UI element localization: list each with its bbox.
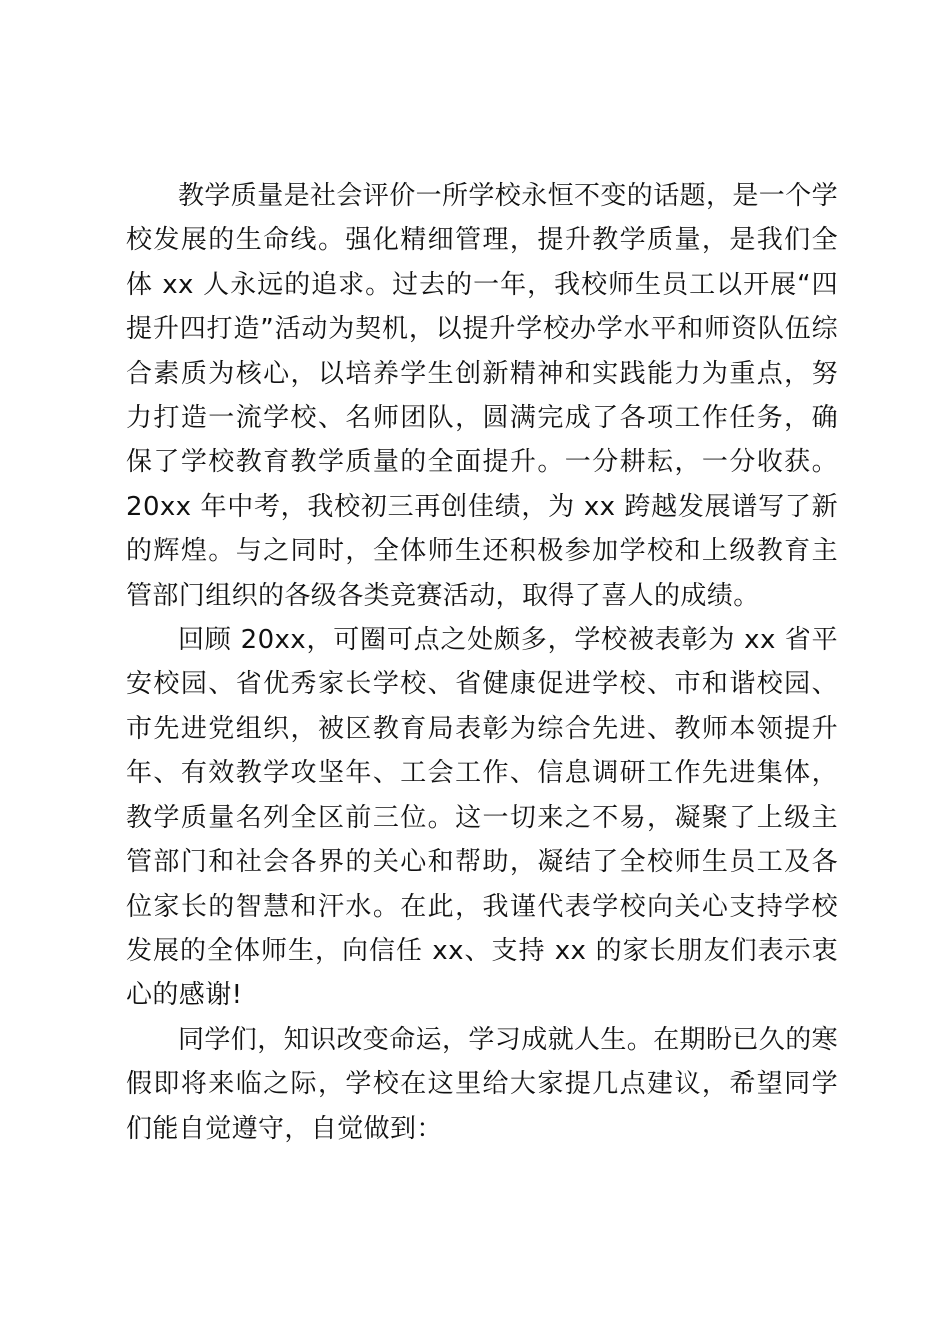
paragraph-2: 回顾 20xx，可圈可点之处颇多，学校被表彰为 xx 省平安校园、省优秀家长学校、省健康促进学校、市和谐校园、市先进党组织，被区教育局表彰为综合先进、教师本领提升年、有效教学攻坚年、工会工作、信息调研工作先进集体，教学质量名列全区前三位。这一切来之不易，凝聚了上级主管部门和社会各界的关心和帮助，凝结了全校师生员工及各位家长的智慧和汗水。在此，我谨代表学校向关心支持学校发展的全体师生，向信任 xx、支持 xx 的家长朋友们表示衷心的感谢! <box>126 625 838 1011</box>
document-body <box>126 174 838 1151</box>
paragraph-1: 教学质量是社会评价一所学校永恒不变的话题，是一个学校发展的生命线。强化精细管理，提升教学质量，是我们全体 xx 人永远的追求。过去的一年，我校师生员工以开展“四提升四打造”活动为契机，以提升学校办学水平和师资队伍综合素质为核心，以培养学生创新精神和实践能力为重点，努力打造一流学校、名师团队，圆满完成了各项工作任务，确保了学校教育教学质量的全面提升。一分耕耘，一分收获。20xx 年中考，我校初三再创佳绩，为 xx 跨越发展谱写了新的辉煌。与之同时，全体师生还积极参加学校和上级教育主管部门组织的各级各类竞赛活动，取得了喜人的成绩。 <box>126 181 839 611</box>
paragraph-3: 同学们，知识改变命运，学习成就人生。在期盼已久的寒假即将来临之际，学校在这里给大家提几点建议，希望同学们能自觉遵守，自觉做到： <box>126 1024 839 1144</box>
